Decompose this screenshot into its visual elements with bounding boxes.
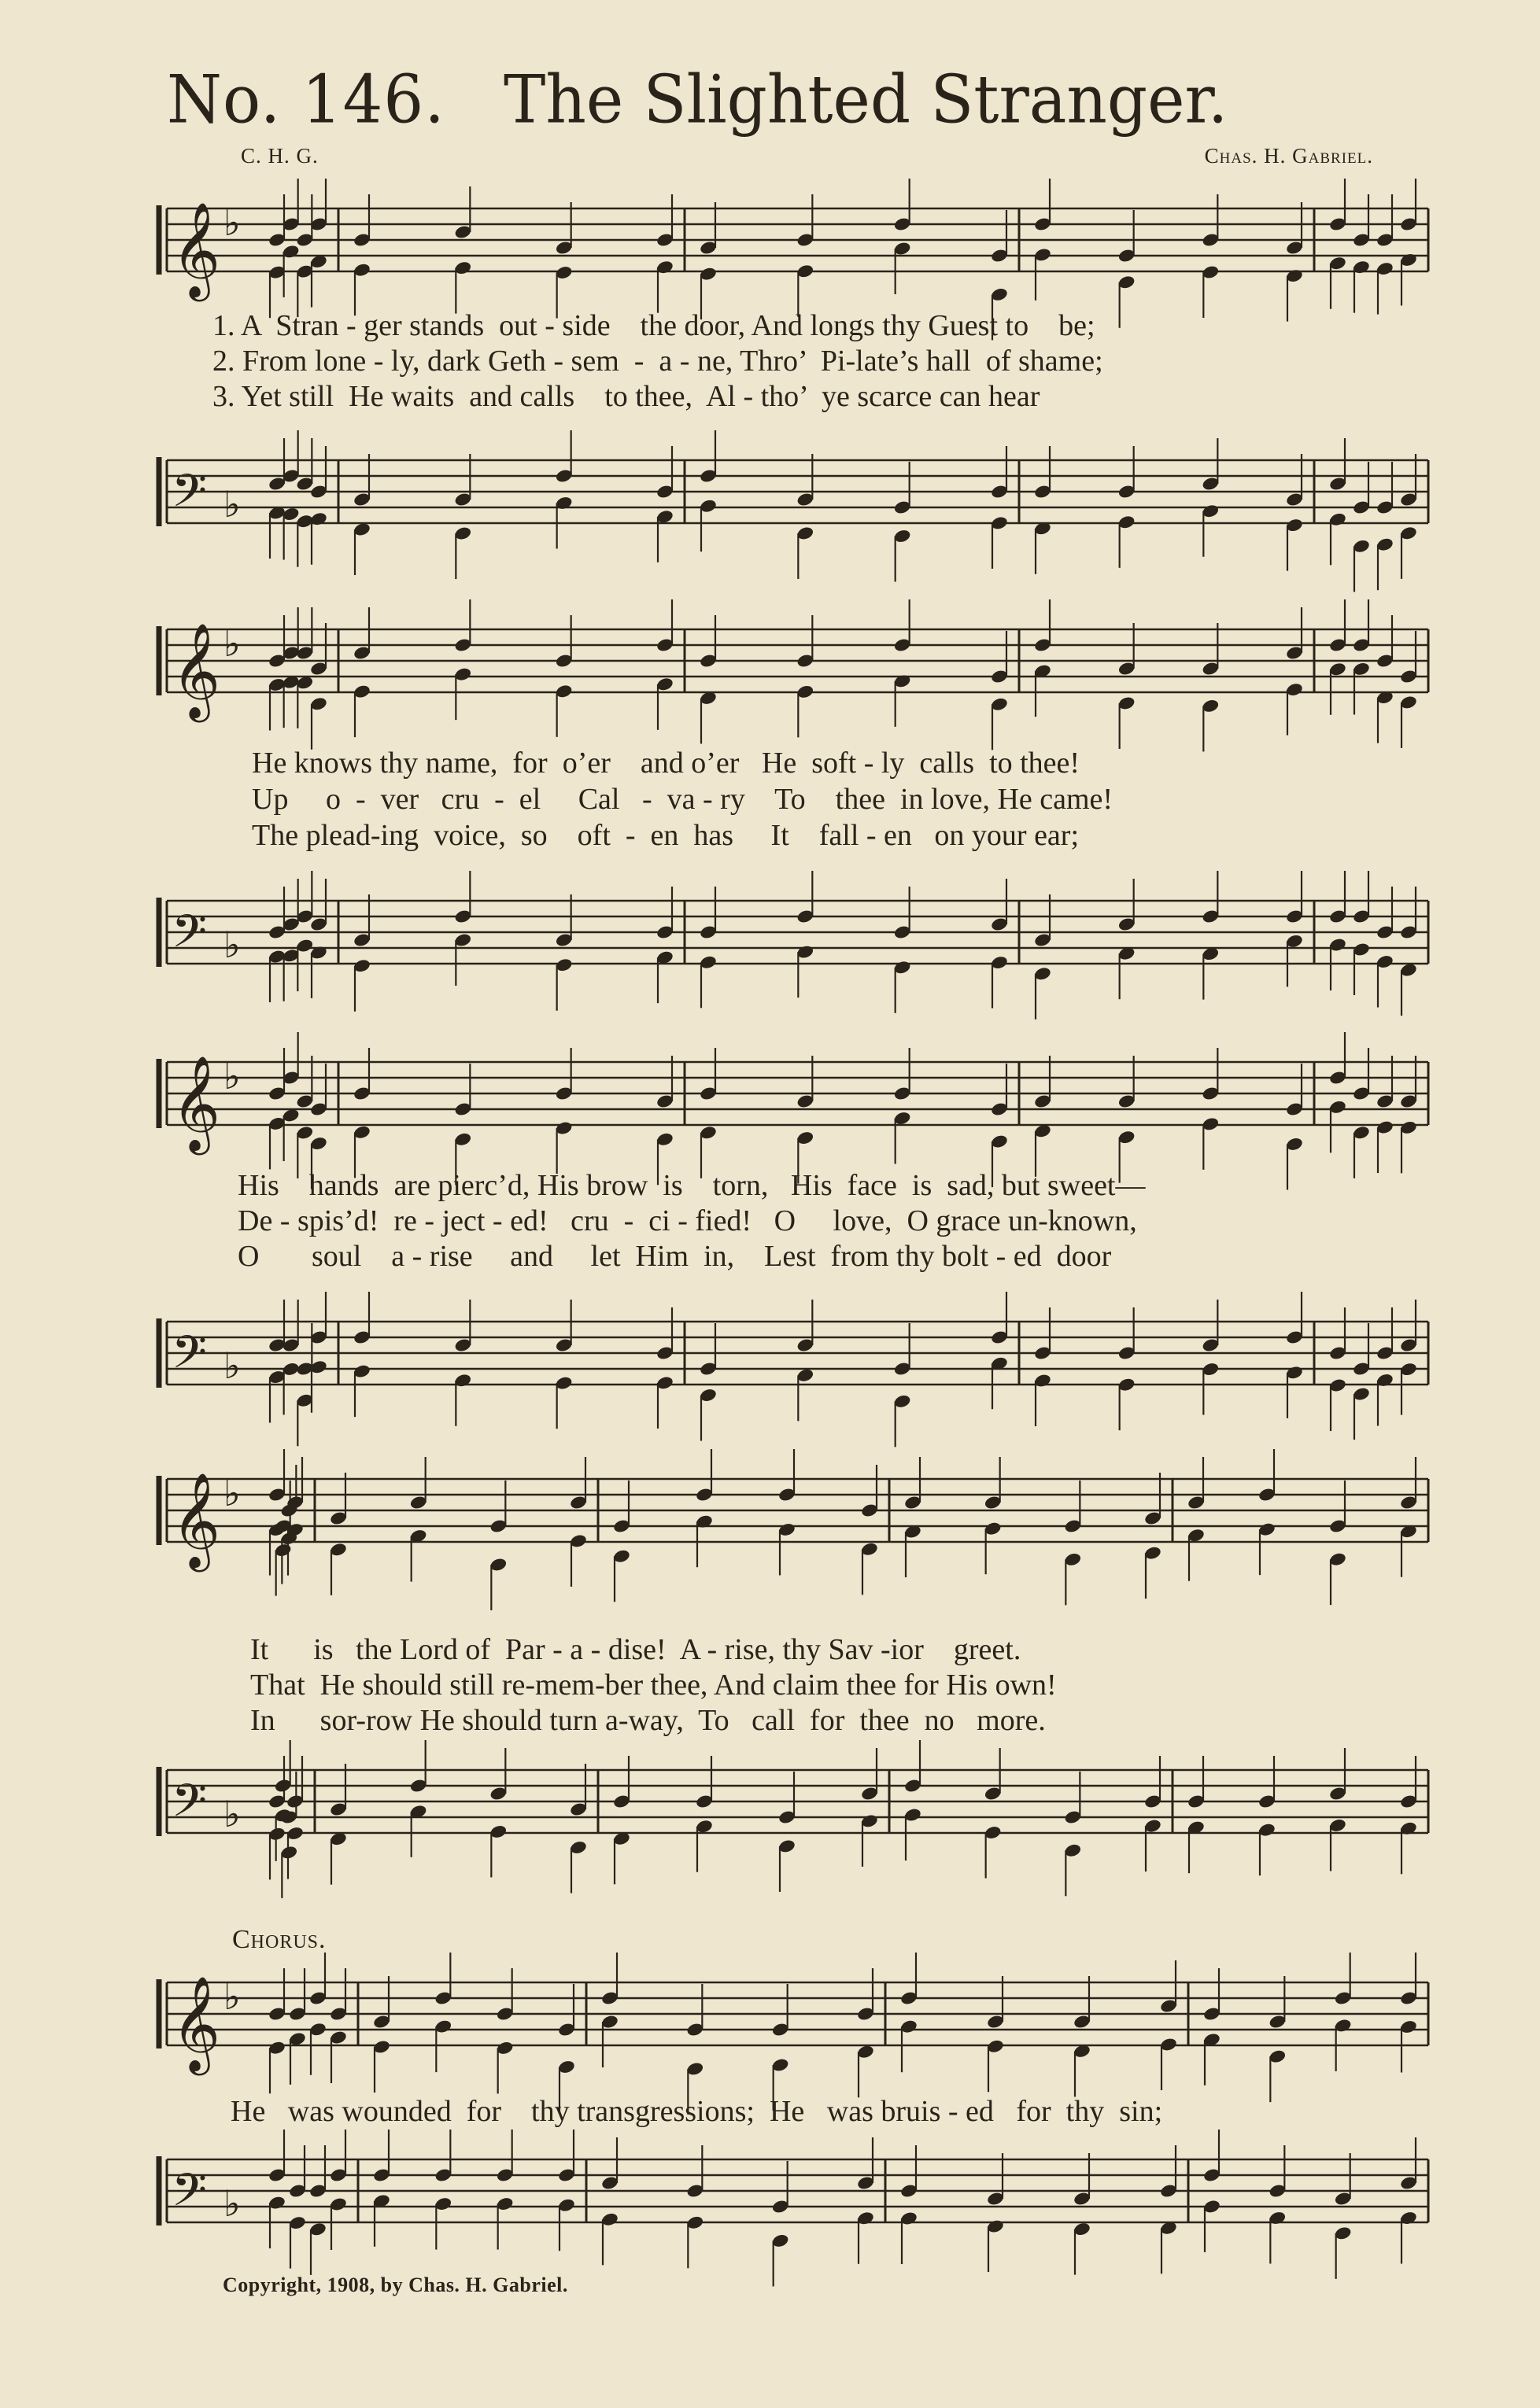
system-3-verse-3: O soul a - rise and let Him in, Lest from thy bolt - ed door xyxy=(238,1240,1112,1273)
svg-text:𝄞: 𝄞 xyxy=(172,1975,221,2071)
system-2-bass-staff xyxy=(0,885,1540,1003)
chorus-treble-staff xyxy=(0,1967,1540,2077)
system-4-verse-3: In sor-row He should turn a-way, To call for thee no more. xyxy=(250,1704,1046,1737)
music-credit: Chas. H. Gabriel. xyxy=(1204,144,1373,168)
svg-text:♭: ♭ xyxy=(223,1055,241,1097)
svg-text:𝄞: 𝄞 xyxy=(172,201,221,297)
svg-text:𝄢: 𝄢 xyxy=(172,905,208,969)
system-2-treble-staff xyxy=(0,614,1540,716)
chorus-label: Chorus. xyxy=(232,1925,327,1954)
svg-text:♭: ♭ xyxy=(223,1344,241,1387)
system-4-treble-staff xyxy=(0,1463,1540,1581)
svg-text:𝄢: 𝄢 xyxy=(172,2163,208,2228)
hymn-number: No. 146. xyxy=(167,61,445,138)
svg-text:𝄢: 𝄢 xyxy=(172,1326,208,1390)
svg-text:♭: ♭ xyxy=(223,1793,241,1835)
words-credit: C. H. G. xyxy=(241,144,319,168)
svg-text:♭: ♭ xyxy=(223,1472,241,1514)
copyright-notice: Copyright, 1908, by Chas. H. Gabriel. xyxy=(223,2273,568,2296)
system-1-verse-2: 2. From lone - ly, dark Geth - sem - a - ne, Thro’ Pi-late’s hall of shame; xyxy=(212,345,1103,378)
system-3-verse-1: His hands are pierc’d, His brow is torn, His face is sad, but sweet— xyxy=(238,1169,1146,1202)
svg-text:♭: ♭ xyxy=(223,2182,241,2225)
system-1-verse-3: 3. Yet still He waits and calls to thee, Al - tho’ ye scarce can hear xyxy=(212,380,1040,413)
svg-text:𝄢: 𝄢 xyxy=(172,1774,208,1838)
system-4-verse-1: It is the Lord of Par - a - dise! A - rise, thy Sav -ior greet. xyxy=(250,1633,1021,1666)
system-3-bass-staff xyxy=(0,1306,1540,1424)
svg-text:𝄢: 𝄢 xyxy=(172,464,208,529)
system-1-verse-1: 1. A Stran - ger stands out - side the door, And longs thy Guest to be; xyxy=(212,309,1095,342)
system-3-treble-staff xyxy=(0,1046,1540,1149)
chorus-bass-staff xyxy=(0,2144,1540,2270)
system-3-verse-2: De - spis’d! re - ject - ed! cru - ci - fied! O love, O grace un-known, xyxy=(238,1204,1137,1237)
svg-text:♭: ♭ xyxy=(223,924,241,966)
chorus-lyric: He was wounded for thy transgressions; He was bruis - ed for thy sin; xyxy=(231,2095,1163,2128)
system-1-treble-staff xyxy=(0,193,1540,295)
system-2-verse-2: Up o - ver cru - el Cal - va - ry To thee in love, He came! xyxy=(252,783,1113,816)
system-2-verse-1: He knows thy name, for o’er and o’er He soft - ly calls to thee! xyxy=(252,747,1080,780)
svg-text:𝄞: 𝄞 xyxy=(172,1472,221,1568)
svg-text:𝄞: 𝄞 xyxy=(172,622,221,718)
system-4-bass-staff xyxy=(0,1754,1540,1888)
svg-text:♭: ♭ xyxy=(223,483,241,525)
system-4-verse-2: That He should still re-mem-ber thee, And claim thee for His own! xyxy=(250,1669,1057,1702)
svg-text:♭: ♭ xyxy=(223,1975,241,2018)
system-1-bass-staff xyxy=(0,444,1540,562)
system-2-verse-3: The plead-ing voice, so oft - en has It fall - en on your ear; xyxy=(252,819,1080,852)
svg-text:♭: ♭ xyxy=(223,622,241,665)
svg-text:𝄞: 𝄞 xyxy=(172,1055,221,1151)
svg-text:♭: ♭ xyxy=(223,201,241,244)
hymn-title: The Slighted Stranger. xyxy=(504,61,1228,138)
